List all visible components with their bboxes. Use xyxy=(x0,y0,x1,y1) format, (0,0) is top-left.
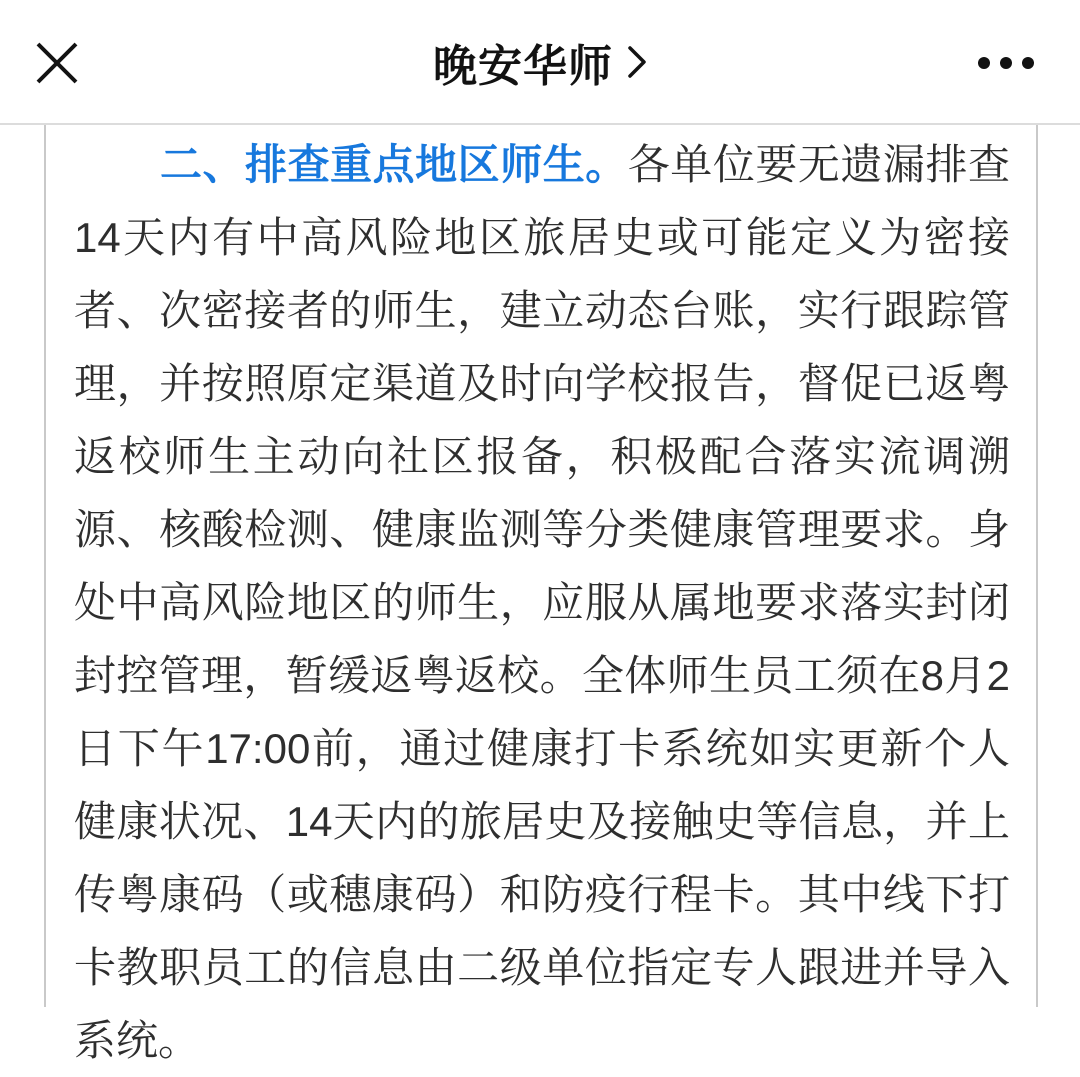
article-content-frame xyxy=(44,125,1038,1064)
page-title: 晚安华师 xyxy=(433,41,613,91)
account-title-link[interactable] xyxy=(433,30,647,94)
more-options-icon xyxy=(978,57,990,69)
more-options-icon xyxy=(1000,57,1012,69)
more-options-button[interactable] xyxy=(978,0,1034,125)
paragraph-lead-heading: 二、排查重点地区师生。 xyxy=(160,141,628,188)
chevron-right-icon xyxy=(627,44,647,80)
close-icon xyxy=(34,40,80,86)
nav-title-area xyxy=(0,0,1080,123)
paragraph-body-text: 各单位要无遗漏排查14天内有中高风险地区旅居史或可能定义为密接者、次密接者的师生，建立动态台账，实行跟踪管理，并按照原定渠道及时向学校报告，督促已返粤返校师生主动向社区报备，积极配合落实流调溯源、核酸检测、健康监测等分类健康管理要求。身处中高风险地区的师生，应服从属地要求落实封闭封控管理，暂缓返粤返校。全体师生员工须在8月2日下午17:00前，通过健康打卡系统如实更新个人健康状况、14天内的旅居史及接触史等信息，并上传粤康码（或穗康码）和防疫行程卡。其中线下打卡教职员工的信息由二级单位指定专人跟进并导入系统。 xyxy=(74,141,1010,1064)
more-options-icon xyxy=(1022,57,1034,69)
article-paragraph xyxy=(74,128,1010,1077)
nav-bar xyxy=(0,0,1080,125)
close-button[interactable] xyxy=(30,36,84,90)
